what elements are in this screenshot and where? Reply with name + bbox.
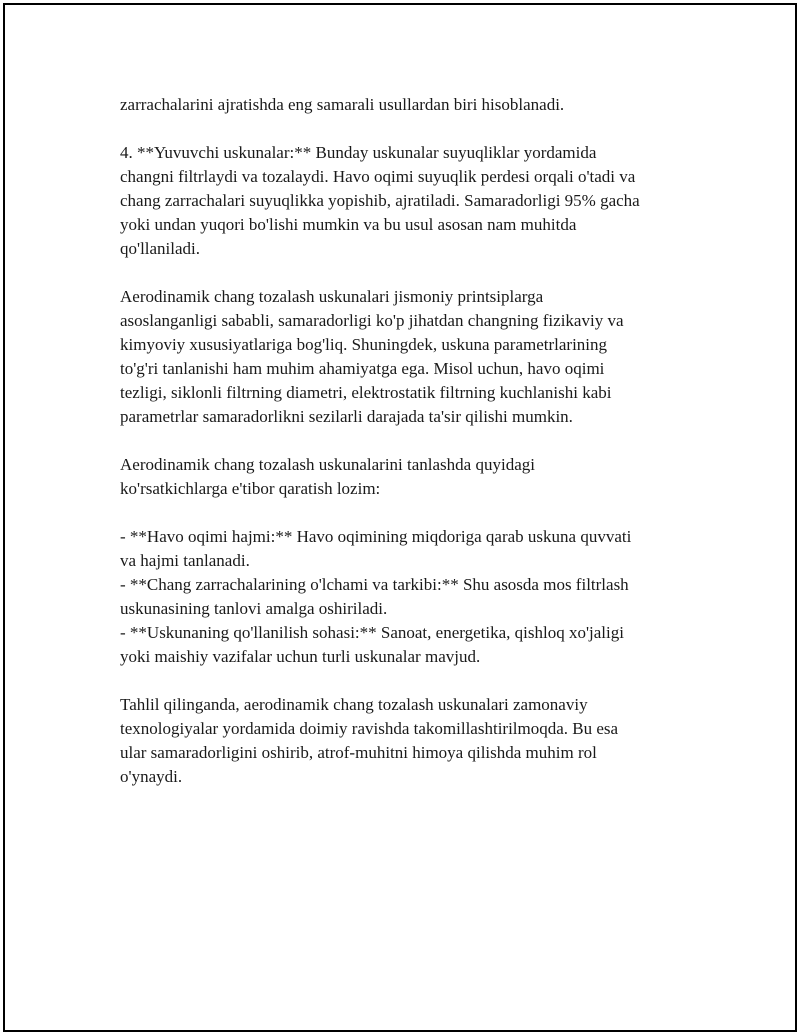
paragraph-intro-continuation: zarrachalarini ajratishda eng samarali usullardan biri hisoblanadi.: [120, 95, 565, 114]
paragraph-conclusion: Tahlil qilinganda, aerodinamik chang tozalash uskunalari zamonaviy texnologiyalar yordamida doimiy ravishda takomillashtirilmoqda. Bu esa ular samaradorligini oshirib, atrof-muhitni himoya qilishda muhim rol o'ynaydi.: [120, 695, 619, 786]
document-page: [3, 3, 797, 1032]
paragraph-washing-equipment: 4. **Yuvuvchi uskunalar:** Bunday uskunalar suyuqliklar yordamida changni filtrlaydi va tozalaydi. Havo oqimi suyuqlik perdesi orqali o'tadi va chang zarrachalari suyuqlikka yopishib, ajratiladi. Samaradorligi 95% gacha yoki undan yuqori bo'lishi mumkin va bu usul asosan nam muhitda qo'llaniladi.: [120, 143, 640, 258]
paragraph-selection-criteria-intro: Aerodinamik chang tozalash uskunalarini tanlashda quyidagi ko'rsatkichlarga e'tibor qaratish lozim:: [120, 455, 535, 498]
document-body: [120, 93, 700, 813]
paragraph-efficiency-factors: Aerodinamik chang tozalash uskunalari jismoniy printsiplarga asoslanganligi sababli, samaradorligi ko'p jihatdan changning fizikaviy va kimyoviy xususiyatlariga bog'liq. Shuningdek, uskuna parametrlarining to'g'ri tanlanishi ham muhim ahamiyatga ega. Misol uchun, havo oqimi tezligi, siklonli filtrning diametri, elektrostatik filtrning kuchlanishi kabi parametrlar samaradorlikni sezilarli darajada ta'sir qilishi mumkin.: [120, 287, 624, 426]
bullet-list-criteria: - **Havo oqimi hajmi:** Havo oqimining miqdoriga qarab uskuna quvvati va hajmi tanlanadi. - **Chang zarrachalarining o'lchami va tarkibi:** Shu asosda mos filtrlash uskunasining tanlovi amalga oshiriladi. - **Uskunaning qo'llanilish sohasi:** Sanoat, energetika, qishloq xo'jaligi yoki maishiy vazifalar uchun turli uskunalar mavjud.: [120, 527, 632, 666]
